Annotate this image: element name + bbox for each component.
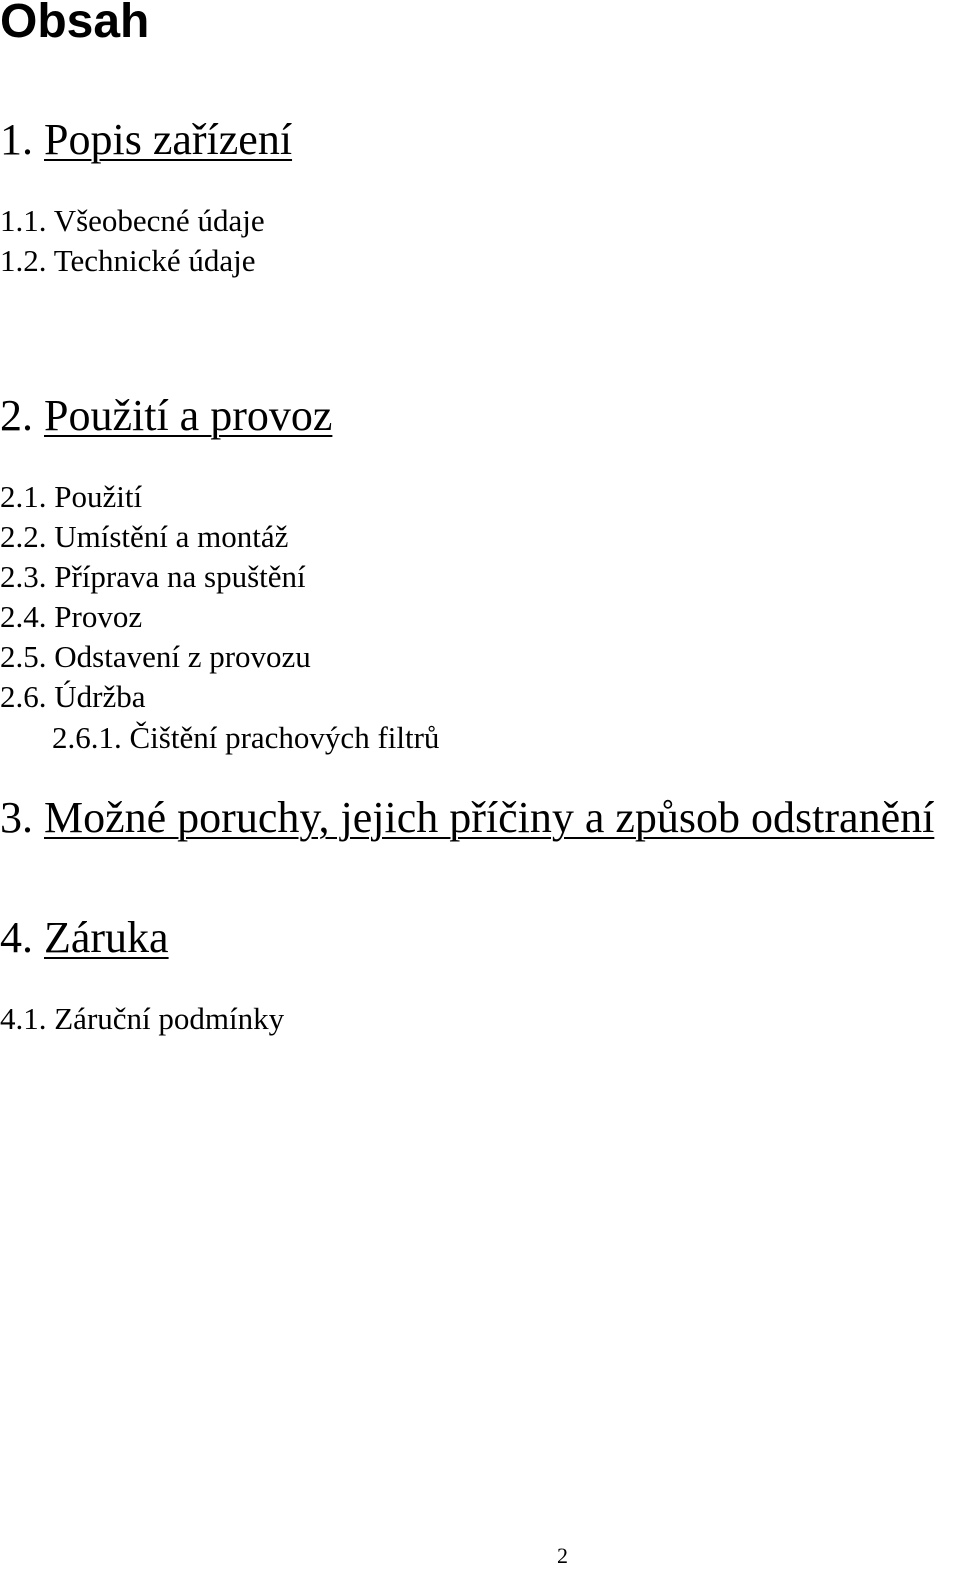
- toc-item-title: Technické údaje: [53, 243, 256, 278]
- toc-section-4[interactable]: [0, 912, 169, 964]
- toc-item-title: Příprava na spuštění: [54, 559, 306, 594]
- toc-section-title[interactable]: Použití a provoz: [44, 391, 333, 440]
- toc-item-2-4[interactable]: [0, 597, 142, 637]
- toc-item-title: Použití: [54, 479, 143, 514]
- toc-section-number: 4.: [0, 913, 33, 962]
- toc-section-2[interactable]: [0, 390, 332, 442]
- toc-item-2-1[interactable]: [0, 477, 142, 517]
- toc-item-number: 4.1.: [0, 1001, 47, 1036]
- toc-item-title: Umístění a montáž: [54, 519, 289, 554]
- toc-item-number: 2.4.: [0, 599, 47, 634]
- toc-item-number: 2.2.: [0, 519, 47, 554]
- toc-item-title: Záruční podmínky: [54, 1001, 285, 1036]
- toc-item-2-2[interactable]: [0, 517, 288, 557]
- toc-item-number: 2.5.: [0, 639, 47, 674]
- toc-item-4-1[interactable]: [0, 999, 284, 1039]
- toc-section-number: 3.: [0, 793, 33, 842]
- toc-section-title[interactable]: Záruka: [44, 913, 169, 962]
- toc-item-title: Čištění prachových filtrů: [129, 720, 440, 755]
- toc-section-number: 2.: [0, 391, 33, 440]
- toc-item-title: Všeobecné údaje: [53, 203, 265, 238]
- toc-item-1-1[interactable]: [0, 201, 265, 241]
- toc-item-title: Provoz: [54, 599, 143, 634]
- toc-item-2-5[interactable]: [0, 637, 311, 677]
- toc-item-2-6-1[interactable]: [52, 718, 439, 758]
- toc-item-number: 1.1.: [0, 203, 47, 238]
- toc-item-number: 2.6.1.: [52, 720, 122, 755]
- toc-item-number: 2.3.: [0, 559, 47, 594]
- page-number: 2: [557, 1543, 568, 1568]
- toc-item-2-6[interactable]: [0, 677, 145, 717]
- toc-item-title: Odstavení z provozu: [54, 639, 311, 674]
- toc-section-title[interactable]: Možné poruchy, jejich příčiny a způsob odstranění: [44, 793, 935, 842]
- toc-section-3[interactable]: [0, 792, 934, 844]
- page-title: Obsah: [0, 0, 150, 48]
- toc-section-number: 1.: [0, 115, 33, 164]
- toc-item-title: Údržba: [54, 679, 146, 714]
- toc-item-number: 1.2.: [0, 243, 47, 278]
- toc-section-1[interactable]: [0, 114, 292, 166]
- toc-item-number: 2.6.: [0, 679, 47, 714]
- toc-item-1-2[interactable]: [0, 241, 256, 281]
- toc-section-title[interactable]: Popis zařízení: [44, 115, 293, 164]
- toc-item-number: 2.1.: [0, 479, 47, 514]
- toc-item-2-3[interactable]: [0, 557, 306, 597]
